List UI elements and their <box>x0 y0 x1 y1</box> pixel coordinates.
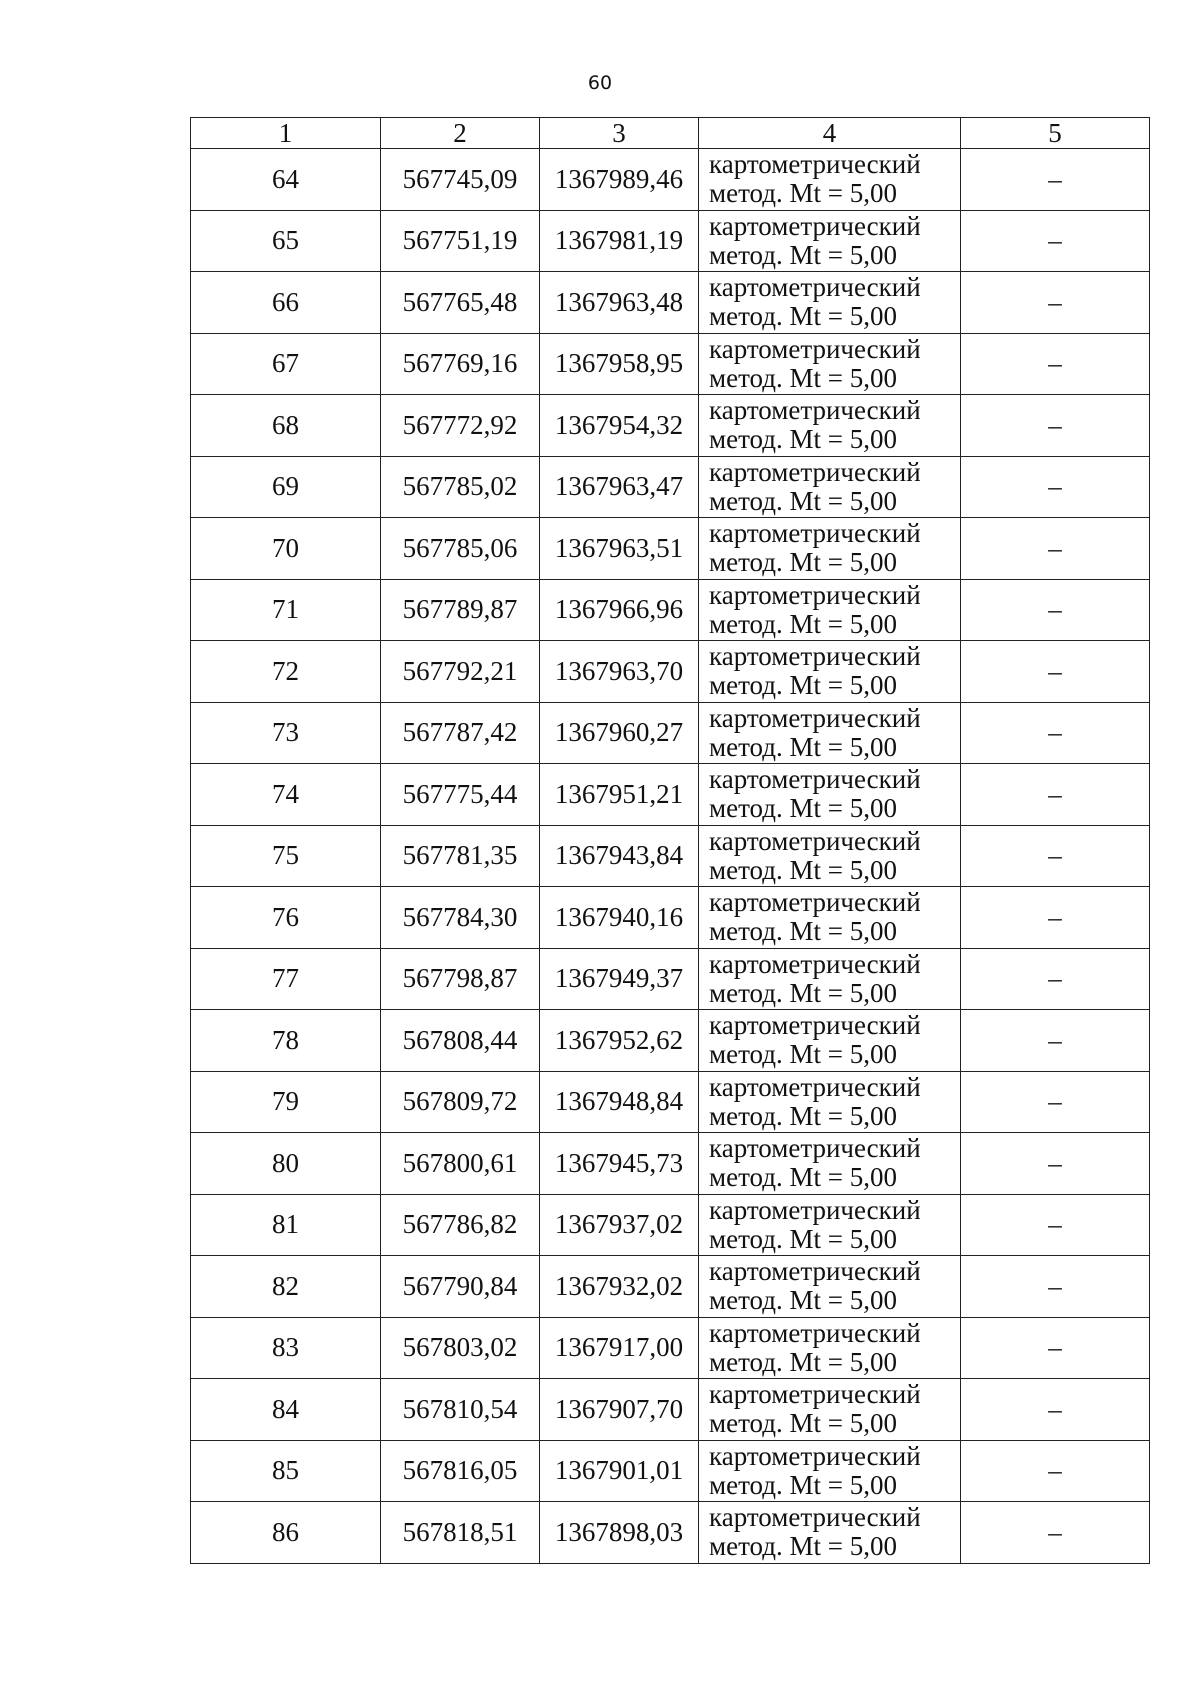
table-row <box>191 518 1150 580</box>
y-coordinate-cell: 1367937,02 <box>540 1194 699 1256</box>
point-number-cell: 80 <box>191 1133 381 1195</box>
method-name: картометрический <box>709 333 921 364</box>
y-coordinate-cell: 1367960,27 <box>540 702 699 764</box>
method-cell <box>699 764 961 826</box>
header-row <box>191 118 1150 149</box>
point-number-cell: 75 <box>191 825 381 887</box>
method-accuracy: метод. Mt = 5,00 <box>709 608 897 639</box>
table-row <box>191 149 1150 211</box>
method-accuracy: метод. Mt = 5,00 <box>709 1469 897 1500</box>
table-row <box>191 887 1150 949</box>
point-number-cell: 85 <box>191 1440 381 1502</box>
method-name: картометрический <box>709 395 921 426</box>
point-number-cell: 84 <box>191 1379 381 1441</box>
method-name: картометрический <box>709 456 921 487</box>
table-body <box>191 149 1150 1564</box>
point-number-cell: 77 <box>191 948 381 1010</box>
point-number-cell: 67 <box>191 333 381 395</box>
method-cell <box>699 1317 961 1379</box>
point-number-cell: 68 <box>191 395 381 457</box>
x-coordinate-cell: 567765,48 <box>381 272 540 334</box>
method-name: картометрический <box>709 1194 921 1225</box>
method-accuracy: метод. Mt = 5,00 <box>709 854 897 885</box>
point-number-cell: 86 <box>191 1502 381 1564</box>
table-row <box>191 641 1150 703</box>
column-header-4: 4 <box>699 118 961 149</box>
method-cell <box>699 1194 961 1256</box>
table-row <box>191 948 1150 1010</box>
method-name: картометрический <box>709 579 921 610</box>
method-cell <box>699 641 961 703</box>
method-name: картометрический <box>709 1317 921 1348</box>
method-name: картометрический <box>709 1256 921 1287</box>
x-coordinate-cell: 567769,16 <box>381 333 540 395</box>
method-cell <box>699 518 961 580</box>
y-coordinate-cell: 1367989,46 <box>540 149 699 211</box>
note-cell: – <box>961 1071 1150 1133</box>
note-cell: – <box>961 1010 1150 1072</box>
note-cell: – <box>961 1440 1150 1502</box>
method-cell <box>699 579 961 641</box>
method-cell <box>699 702 961 764</box>
table-row <box>191 272 1150 334</box>
table-row <box>191 1133 1150 1195</box>
note-cell: – <box>961 1502 1150 1564</box>
note-cell: – <box>961 764 1150 826</box>
x-coordinate-cell: 567816,05 <box>381 1440 540 1502</box>
method-accuracy: метод. Mt = 5,00 <box>709 547 897 578</box>
point-number-cell: 72 <box>191 641 381 703</box>
method-name: картометрический <box>709 948 921 979</box>
point-number-cell: 78 <box>191 1010 381 1072</box>
method-accuracy: метод. Mt = 5,00 <box>709 670 897 701</box>
point-number-cell: 66 <box>191 272 381 334</box>
x-coordinate-cell: 567790,84 <box>381 1256 540 1318</box>
method-name: картометрический <box>709 1502 921 1533</box>
method-cell <box>699 456 961 518</box>
y-coordinate-cell: 1367948,84 <box>540 1071 699 1133</box>
point-number-cell: 79 <box>191 1071 381 1133</box>
method-name: картометрический <box>709 641 921 672</box>
method-cell <box>699 210 961 272</box>
method-accuracy: метод. Mt = 5,00 <box>709 731 897 762</box>
method-name: картометрический <box>709 887 921 918</box>
note-cell: – <box>961 948 1150 1010</box>
x-coordinate-cell: 567751,19 <box>381 210 540 272</box>
point-number-cell: 69 <box>191 456 381 518</box>
column-header-2: 2 <box>381 118 540 149</box>
note-cell: – <box>961 1317 1150 1379</box>
method-accuracy: метод. Mt = 5,00 <box>709 977 897 1008</box>
method-name: картометрический <box>709 1440 921 1471</box>
point-number-cell: 81 <box>191 1194 381 1256</box>
x-coordinate-cell: 567772,92 <box>381 395 540 457</box>
point-number-cell: 83 <box>191 1317 381 1379</box>
method-accuracy: метод. Mt = 5,00 <box>709 1223 897 1254</box>
method-accuracy: метод. Mt = 5,00 <box>709 1100 897 1131</box>
method-accuracy: метод. Mt = 5,00 <box>709 424 897 455</box>
table-row <box>191 825 1150 887</box>
x-coordinate-cell: 567745,09 <box>381 149 540 211</box>
method-accuracy: метод. Mt = 5,00 <box>709 1408 897 1439</box>
method-cell <box>699 825 961 887</box>
method-accuracy: метод. Mt = 5,00 <box>709 916 897 947</box>
table-row <box>191 333 1150 395</box>
y-coordinate-cell: 1367963,47 <box>540 456 699 518</box>
table-row <box>191 210 1150 272</box>
table-row <box>191 1317 1150 1379</box>
x-coordinate-cell: 567785,06 <box>381 518 540 580</box>
y-coordinate-cell: 1367917,00 <box>540 1317 699 1379</box>
table-row <box>191 1194 1150 1256</box>
method-name: картометрический <box>709 149 921 180</box>
method-cell <box>699 1440 961 1502</box>
column-header-5: 5 <box>961 118 1150 149</box>
method-accuracy: метод. Mt = 5,00 <box>709 1039 897 1070</box>
point-number-cell: 71 <box>191 579 381 641</box>
point-number-cell: 74 <box>191 764 381 826</box>
note-cell: – <box>961 518 1150 580</box>
method-name: картометрический <box>709 825 921 856</box>
note-cell: – <box>961 333 1150 395</box>
method-cell <box>699 149 961 211</box>
table-row <box>191 1010 1150 1072</box>
point-number-cell: 82 <box>191 1256 381 1318</box>
y-coordinate-cell: 1367945,73 <box>540 1133 699 1195</box>
x-coordinate-cell: 567784,30 <box>381 887 540 949</box>
coordinates-table <box>190 117 1150 1564</box>
y-coordinate-cell: 1367951,21 <box>540 764 699 826</box>
table-header <box>191 118 1150 149</box>
note-cell: – <box>961 1133 1150 1195</box>
y-coordinate-cell: 1367898,03 <box>540 1502 699 1564</box>
note-cell: – <box>961 210 1150 272</box>
method-cell <box>699 395 961 457</box>
method-name: картометрический <box>709 272 921 303</box>
point-number-cell: 65 <box>191 210 381 272</box>
x-coordinate-cell: 567810,54 <box>381 1379 540 1441</box>
method-cell <box>699 1133 961 1195</box>
note-cell: – <box>961 1379 1150 1441</box>
x-coordinate-cell: 567792,21 <box>381 641 540 703</box>
y-coordinate-cell: 1367949,37 <box>540 948 699 1010</box>
method-name: картометрический <box>709 702 921 733</box>
method-name: картометрический <box>709 1379 921 1410</box>
column-header-1: 1 <box>191 118 381 149</box>
x-coordinate-cell: 567803,02 <box>381 1317 540 1379</box>
page-number: 60 <box>587 72 613 94</box>
x-coordinate-cell: 567809,72 <box>381 1071 540 1133</box>
y-coordinate-cell: 1367958,95 <box>540 333 699 395</box>
table-row <box>191 1379 1150 1441</box>
method-name: картометрический <box>709 210 921 241</box>
y-coordinate-cell: 1367907,70 <box>540 1379 699 1441</box>
x-coordinate-cell: 567786,82 <box>381 1194 540 1256</box>
point-number-cell: 64 <box>191 149 381 211</box>
x-coordinate-cell: 567818,51 <box>381 1502 540 1564</box>
x-coordinate-cell: 567775,44 <box>381 764 540 826</box>
y-coordinate-cell: 1367966,96 <box>540 579 699 641</box>
point-number-cell: 73 <box>191 702 381 764</box>
method-name: картометрический <box>709 1133 921 1164</box>
note-cell: – <box>961 641 1150 703</box>
method-cell <box>699 1379 961 1441</box>
method-cell <box>699 948 961 1010</box>
method-accuracy: метод. Mt = 5,00 <box>709 178 897 209</box>
table-row <box>191 1071 1150 1133</box>
method-accuracy: метод. Mt = 5,00 <box>709 485 897 516</box>
note-cell: – <box>961 825 1150 887</box>
note-cell: – <box>961 272 1150 334</box>
method-accuracy: метод. Mt = 5,00 <box>709 239 897 270</box>
point-number-cell: 76 <box>191 887 381 949</box>
y-coordinate-cell: 1367963,51 <box>540 518 699 580</box>
note-cell: – <box>961 395 1150 457</box>
table-row <box>191 1256 1150 1318</box>
x-coordinate-cell: 567789,87 <box>381 579 540 641</box>
y-coordinate-cell: 1367981,19 <box>540 210 699 272</box>
method-accuracy: метод. Mt = 5,00 <box>709 793 897 824</box>
method-accuracy: метод. Mt = 5,00 <box>709 1531 897 1562</box>
note-cell: – <box>961 887 1150 949</box>
y-coordinate-cell: 1367901,01 <box>540 1440 699 1502</box>
table-row <box>191 1440 1150 1502</box>
y-coordinate-cell: 1367963,70 <box>540 641 699 703</box>
method-name: картометрический <box>709 1010 921 1041</box>
method-name: картометрический <box>709 764 921 795</box>
table-row <box>191 395 1150 457</box>
x-coordinate-cell: 567787,42 <box>381 702 540 764</box>
method-accuracy: метод. Mt = 5,00 <box>709 362 897 393</box>
method-cell <box>699 1256 961 1318</box>
y-coordinate-cell: 1367952,62 <box>540 1010 699 1072</box>
table-row <box>191 702 1150 764</box>
method-name: картометрический <box>709 518 921 549</box>
point-number-cell: 70 <box>191 518 381 580</box>
y-coordinate-cell: 1367943,84 <box>540 825 699 887</box>
method-cell <box>699 1502 961 1564</box>
method-accuracy: метод. Mt = 5,00 <box>709 301 897 332</box>
method-accuracy: метод. Mt = 5,00 <box>709 1346 897 1377</box>
method-cell <box>699 887 961 949</box>
table-row <box>191 456 1150 518</box>
note-cell: – <box>961 579 1150 641</box>
y-coordinate-cell: 1367963,48 <box>540 272 699 334</box>
note-cell: – <box>961 149 1150 211</box>
method-cell <box>699 272 961 334</box>
table-row <box>191 1502 1150 1564</box>
y-coordinate-cell: 1367932,02 <box>540 1256 699 1318</box>
method-cell <box>699 1071 961 1133</box>
note-cell: – <box>961 702 1150 764</box>
x-coordinate-cell: 567800,61 <box>381 1133 540 1195</box>
x-coordinate-cell: 567808,44 <box>381 1010 540 1072</box>
note-cell: – <box>961 1194 1150 1256</box>
method-cell <box>699 333 961 395</box>
note-cell: – <box>961 456 1150 518</box>
method-cell <box>699 1010 961 1072</box>
column-header-3: 3 <box>540 118 699 149</box>
method-accuracy: метод. Mt = 5,00 <box>709 1285 897 1316</box>
table-row <box>191 579 1150 641</box>
x-coordinate-cell: 567781,35 <box>381 825 540 887</box>
method-name: картометрический <box>709 1071 921 1102</box>
x-coordinate-cell: 567785,02 <box>381 456 540 518</box>
x-coordinate-cell: 567798,87 <box>381 948 540 1010</box>
note-cell: – <box>961 1256 1150 1318</box>
y-coordinate-cell: 1367954,32 <box>540 395 699 457</box>
y-coordinate-cell: 1367940,16 <box>540 887 699 949</box>
table-row <box>191 764 1150 826</box>
method-accuracy: метод. Mt = 5,00 <box>709 1162 897 1193</box>
